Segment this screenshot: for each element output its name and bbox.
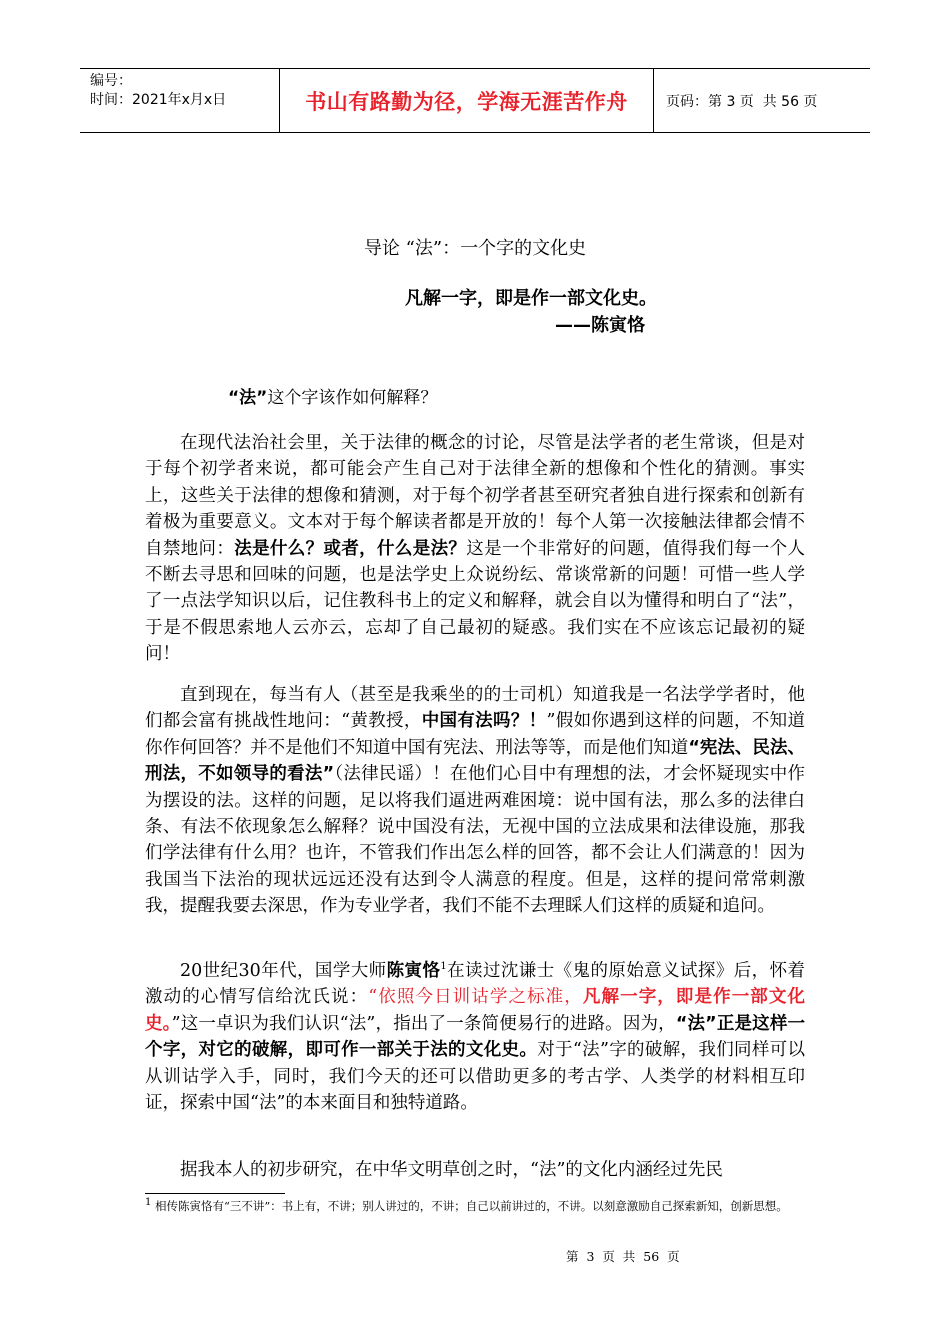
p3-bold-2: “法”正是这样一个字，对它的破解，即可作一部关于法的文化史。	[145, 1013, 805, 1061]
header-code-label: 编号：	[90, 73, 132, 89]
footnote	[145, 1198, 805, 1215]
footnote-ref: 1	[440, 961, 447, 973]
epigraph-quote: 凡解一字，即是作一部文化史。	[405, 288, 657, 309]
footnote-text: 相传陈寅恪有“三不讲”：书上有，不讲；别人讲过的，不讲；自己以前讲过的，不讲。以刻意激励自己探索新知，创新思想。	[155, 1199, 788, 1213]
p2-bold-2: “宪法、民法、刑法，不如领导的看法”	[145, 737, 805, 785]
paragraph-3	[145, 958, 805, 1116]
p1-text-2: 这是一个非常好的问题，值得我们每一个人不断去寻思和回味的问题，也是法学史上众说纷纭、常谈常新的问题！可惜一些人学了一点法学知识以后，记住教科书上的定义和解释，就会自以为懂得和明白了“法”，于是不假思索地人云亦云，忘却了自己最初的疑惑。我们实在不应该忘记最初的疑问！	[145, 538, 806, 665]
p2-text-3: （法律民谣）！在他们心目中有理想的法，才会怀疑现实中作为摆设的法。这样的问题，足以将我们逼进两难困境：说中国有法，那么多的法律白条、有法不依现象怎么解释？说中国没有法，无视中国的立法成果和法律设施，那我们学法律有什么用？也许，不管我们作出怎么样的回答，都不会让人们满意的！因为我国当下法治的现状远远还没有达到令人满意的程度。但是，这样的提问常常刺激我，提醒我要去深思，作为专业学者，我们不能不去理睬人们这样的质疑和追问。	[145, 764, 805, 917]
page-footer: 第 3 页 共 56 页	[566, 1249, 680, 1264]
header-date: 时间：2021年x月x日	[90, 92, 227, 108]
footnote-number: 1	[145, 1197, 152, 1209]
p3-text-1: 20世纪30年代，国学大师	[180, 961, 387, 981]
p1-text-1: 在现代法治社会里，关于法律的概念的讨论，尽管是法学者的老生常谈，但是对于每个初学者来说，都可能会产生自己对于法律全新的想像和个性化的猜测。事实上，这些关于法律的想像和猜测，对于每个初学者甚至研究者独自进行探索和创新有着极为重要意义。文本对于每个解读者都是开放的！每个人第一次接触法律都会情不自禁地问：	[145, 433, 805, 559]
p3-red-quote: “依照今日训诂学之标准，	[368, 987, 583, 1008]
header-page-info	[654, 69, 870, 132]
p3-bold-name: 陈寅恪	[386, 961, 441, 981]
p2-bold-1: 中国有法吗？！	[421, 711, 547, 732]
footnote-divider	[145, 1193, 285, 1194]
paragraph-2	[145, 682, 805, 920]
opening-question	[228, 383, 437, 408]
epigraph-author: ——陈寅恪	[555, 315, 645, 336]
p3-red-bold-quote: 凡解一字，即是作一部文化史。	[145, 987, 806, 1034]
page-header	[80, 68, 870, 133]
p3-text-3: ”这一卓识为我们认识“法”，指出了一条简便易行的进路。因为，	[171, 1013, 676, 1034]
header-page-info-text: 页码：第 3 页 共 56 页	[666, 93, 818, 110]
p1-bold-1: 法是什么？或者，什么是法？	[234, 538, 467, 559]
chapter-title: 导论 “法”：一个字的文化史	[363, 238, 587, 259]
epigraph	[405, 285, 657, 339]
question-rest: 这个字该作如何解释？	[267, 388, 438, 408]
question-bold: “法”	[228, 388, 268, 408]
p3-text-2: 在读过沈谦士《鬼的原始意义试探》后，怀着激动的心情写信给沈氏说：	[145, 961, 805, 1008]
paragraph-1	[145, 430, 805, 668]
p3-text-4: 对于“法”字的破解，我们同样可以从训诂学入手，同时，我们今天的还可以借助更多的考古学、人类学的材料相互印证，探索中国“法”的本来面目和独特道路。	[145, 1040, 805, 1114]
p2-text-2: ”假如你遇到这样的问题，不知道你作何回答？并不是他们不知道中国有宪法、刑法等等，而是他们知道	[145, 711, 806, 758]
paragraph-4: 据我本人的初步研究，在中华文明草创之时，“法”的文化内涵经过先民	[180, 1160, 723, 1180]
header-motto: 书山有路勤为径，学海无涯苦作舟	[280, 69, 654, 132]
header-meta	[80, 69, 280, 132]
p2-text-1: 直到现在，每当有人（甚至是我乘坐的的士司机）知道我是一名法学学者时，他们都会富有挑战性地问：“黄教授，	[145, 685, 805, 732]
